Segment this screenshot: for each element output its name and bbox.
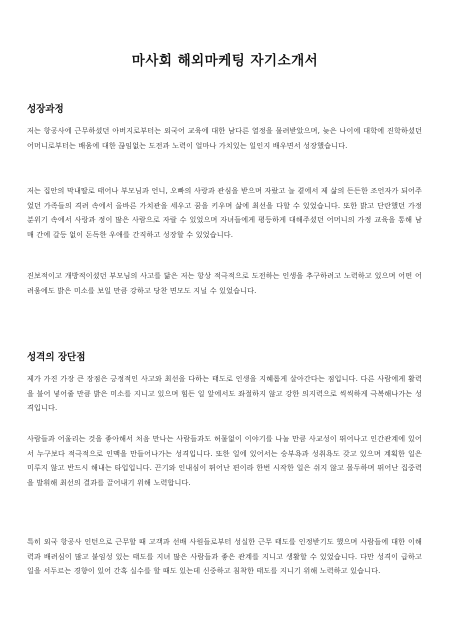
personality-paragraph-2: 사람들과 어울리는 것을 좋아해서 처음 만나는 사람들과도 허물없이 이야기를 나눌 만큼 사교성이 뛰어나고 인간관계에 있어서 누구보다 적극적으로 인맥을 만들어나가는 성격입니다. 또한 일에 있어서는 승부욕과 성취욕도 갖고 있으며 계획한 일은 미루지 않고 반드시 해내는 타입입니다. 끈기와 인내심이 뛰어난 편이라 한번 시작한 일은 쉬지 않고 몰두하며 뛰어난 집중력을 발휘해 최선의 결과를 끌어내기 위해 노력합니다. <box>27 434 422 487</box>
section-heading-personality: 성격의 장단점 <box>27 352 86 363</box>
growth-paragraph-3: 진보적이고 개방적이셨던 부모님의 사고를 닮은 저는 항상 적극적으로 도전하는 인생을 추구하려고 노력하고 있으며 어떤 어려움에도 밝은 미소를 보일 만큼 강하고 당찬 면모도 지닐 수 있었습니다. <box>27 271 422 295</box>
growth-paragraph-2: 저는 집안의 막내딸로 태어나 부모님과 언니, 오빠의 사랑과 관심을 받으며 자랐고 늘 곁에서 제 삶의 든든한 조언자가 되어주었던 가족들의 격려 속에서 올바른 가치관을 세우고 꿈을 키우며 삶에 최선을 다할 수 있었습니다. 또한 밝고 단란했던 가정 분위기 속에서 사랑과 정이 많은 사람으로 자랄 수 있었으며 자녀들에게 평등하게 대해주셨던 어머니의 가정 교육을 통해 남매 간에 갈등 없이 돈독한 우애를 간직하고 성장할 수 있었습니다. <box>27 186 422 239</box>
section-heading-growth: 성장과정 <box>27 104 64 115</box>
document-title: 마사회 해외마케팅 자기소개서 <box>131 53 319 69</box>
growth-paragraph-1: 저는 항공사에 근무하셨던 아버지로부터는 외국어 교육에 대한 남다른 열정을 물려받았으며, 늦은 나이에 대학에 진학하셨던 어머니로부터는 배움에 대한 끊임없는 도전과 노력이 얼마나 가치있는 일인지 배우면서 성장했습니다. <box>27 126 422 150</box>
personality-paragraph-3: 특히 외국 항공사 인턴으로 근무할 때 고객과 선배 사원들로부터 성실한 근무 태도를 인정받기도 했으며 사람들에 대한 이해력과 배려심이 많고 붙임성 있는 태도를 지녀 많은 사람들과 좋은 관계를 지니고 생활할 수 있었습니다. 다만 성격이 급하고 일을 서두르는 경향이 있어 간혹 실수를 할 때도 있는데 신중하고 침착한 태도를 지니기 위해 노력하고 있습니다. <box>27 537 422 576</box>
personality-paragraph-1: 제가 가진 가장 큰 장점은 긍정적인 사고와 최선을 다하는 태도로 인생을 지혜롭게 살아간다는 점입니다. 다른 사람에게 활력을 불어 넣어줄 만큼 밝은 미소를 지니고 있으며 힘든 일 앞에서도 좌절하지 않고 강한 의지력으로 씩씩하게 극복해나가는 성격입니다. <box>27 374 422 413</box>
